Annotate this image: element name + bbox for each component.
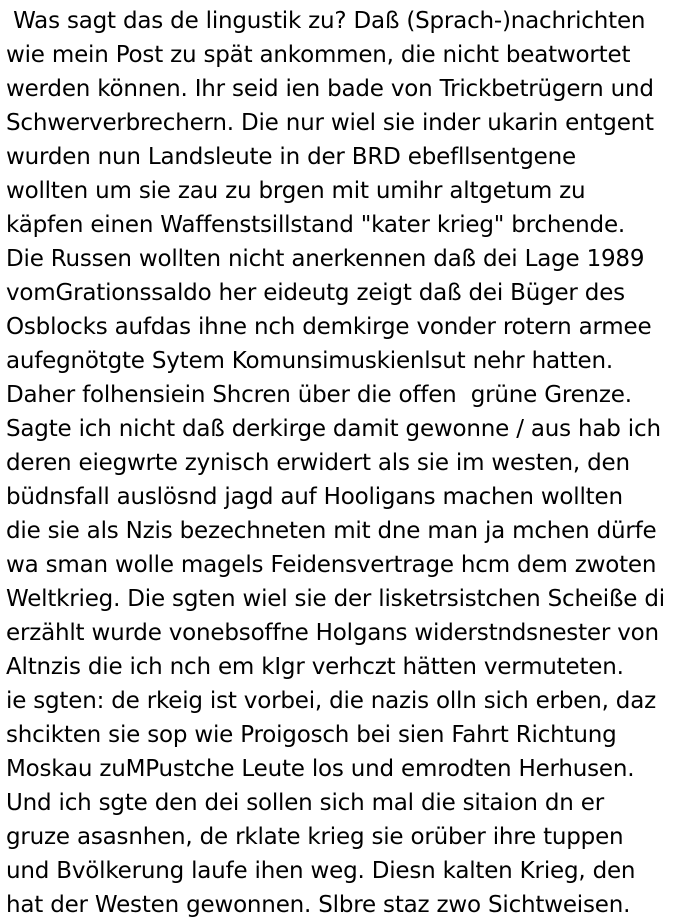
text-line: Und ich sgte den dei sollen sich mal die sitaion dn er — [6, 790, 604, 816]
text-line: Altnzis die ich nch em kIgr verhczt hätten vermuteten. — [6, 654, 624, 680]
text-line: gruze asasnhen, de rklate krieg sie orüber ihre tuppen — [6, 824, 624, 850]
text-line: vomGrationssaldo her eideutg zeigt daß dei Büger des — [6, 280, 625, 306]
text-line: shcikten sie sop wie Proigosch bei sien Fahrt Richtung — [6, 722, 617, 748]
text-line: Weltkrieg. Die sgten wiel sie der lisketrsistchen Scheiße di — [6, 586, 665, 612]
text-line: wie mein Post zu spät ankommen, die nicht beatwortet — [6, 42, 631, 68]
text-line: Daher folhensiein Shcren über die offen grüne Grenze. — [6, 382, 632, 408]
text-line: wa sman wolle magels Feidensvertrage hcm dem zwoten — [6, 552, 657, 578]
text-line: Schwerverbrechern. Die nur wiel sie inder ukarin entgent — [6, 110, 654, 136]
text-line: wurden nun Landsleute in der BRD ebefllsentgene — [6, 144, 576, 170]
text-line: deren eiegwrte zynisch erwidert als sie im westen, den — [6, 450, 630, 476]
text-line: ie sgten: de rkeig ist vorbei, die nazis olln sich erben, daz — [6, 688, 656, 714]
text-line: erzählt wurde vonebsoffne Holgans widerstndsnester von — [6, 620, 659, 646]
text-line: Sagte ich nicht daß derkirge damit gewonne / aus hab ich — [6, 416, 661, 442]
text-line: wollten um sie zau zu brgen mit umihr altgetum zu — [6, 178, 586, 204]
text-line: die sie als Nzis bezechneten mit dne man ja mchen dürfe — [6, 518, 657, 544]
text-line: Osblocks aufdas ihne nch demkirge vonder rotern armee — [6, 314, 652, 340]
text-line: Was sagt das de lingustik zu? Daß (Sprach-)nachrichten — [6, 8, 646, 34]
text-line: hat der Westen gewonnen. Slbre staz zwo Sichtweisen. — [6, 892, 631, 918]
text-line: aufegnötgte Sytem Komunsimuskienlsut nehr hatten. — [6, 348, 613, 374]
text-line: und Bvölkerung laufe ihen weg. Diesn kalten Krieg, den — [6, 858, 636, 884]
text-line: Die Russen wollten nicht anerkennen daß dei Lage 1989 — [6, 246, 645, 272]
text-line: Moskau zuMPustche Leute los und emrodten Herhusen. — [6, 756, 635, 782]
document-body — [6, 4, 684, 922]
text-line: käpfen einen Waffenstsillstand "kater krieg" brchende. — [6, 212, 626, 238]
text-line: werden können. Ihr seid ien bade von Trickbetrügern und — [6, 76, 654, 102]
text-line: büdnsfall auslösnd jagd auf Hooligans machen wollten — [6, 484, 623, 510]
